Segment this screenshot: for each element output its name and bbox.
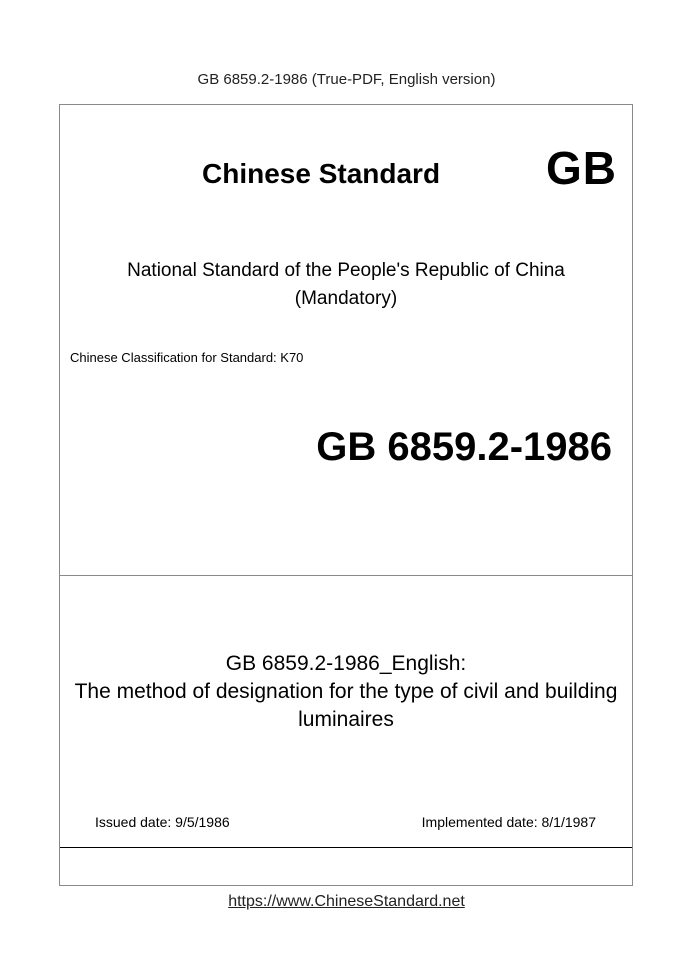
document-title-line-1: GB 6859.2-1986_English: [225, 652, 467, 675]
document-title-line-3: luminaires [298, 708, 394, 731]
national-standard-block [60, 257, 632, 313]
national-standard-line: National Standard of the People's Republic of China [127, 260, 565, 281]
document-title-line-2: The method of designation for the type of civil and building [74, 680, 618, 703]
bottom-strip [60, 847, 632, 885]
classification-label: Chinese Classification for Standard: K70 [70, 350, 304, 365]
issued-date: Issued date: 9/5/1986 [95, 814, 230, 830]
cover-frame [59, 104, 633, 886]
mandatory-label: (Mandatory) [294, 288, 398, 309]
document-title-block [60, 650, 632, 734]
cover-upper-section [60, 105, 632, 576]
website-link[interactable]: https://www.ChineseStandard.net [228, 893, 465, 910]
footer [0, 893, 693, 911]
cover-title: Chinese Standard [202, 158, 441, 189]
implemented-date: Implemented date: 8/1/1987 [421, 814, 596, 830]
standard-number: GB 6859.2-1986 [316, 425, 612, 469]
gb-logo: GB [546, 142, 617, 194]
page-header: GB 6859.2-1986 (True-PDF, English version) [197, 71, 496, 88]
cover-lower-section [60, 576, 632, 847]
